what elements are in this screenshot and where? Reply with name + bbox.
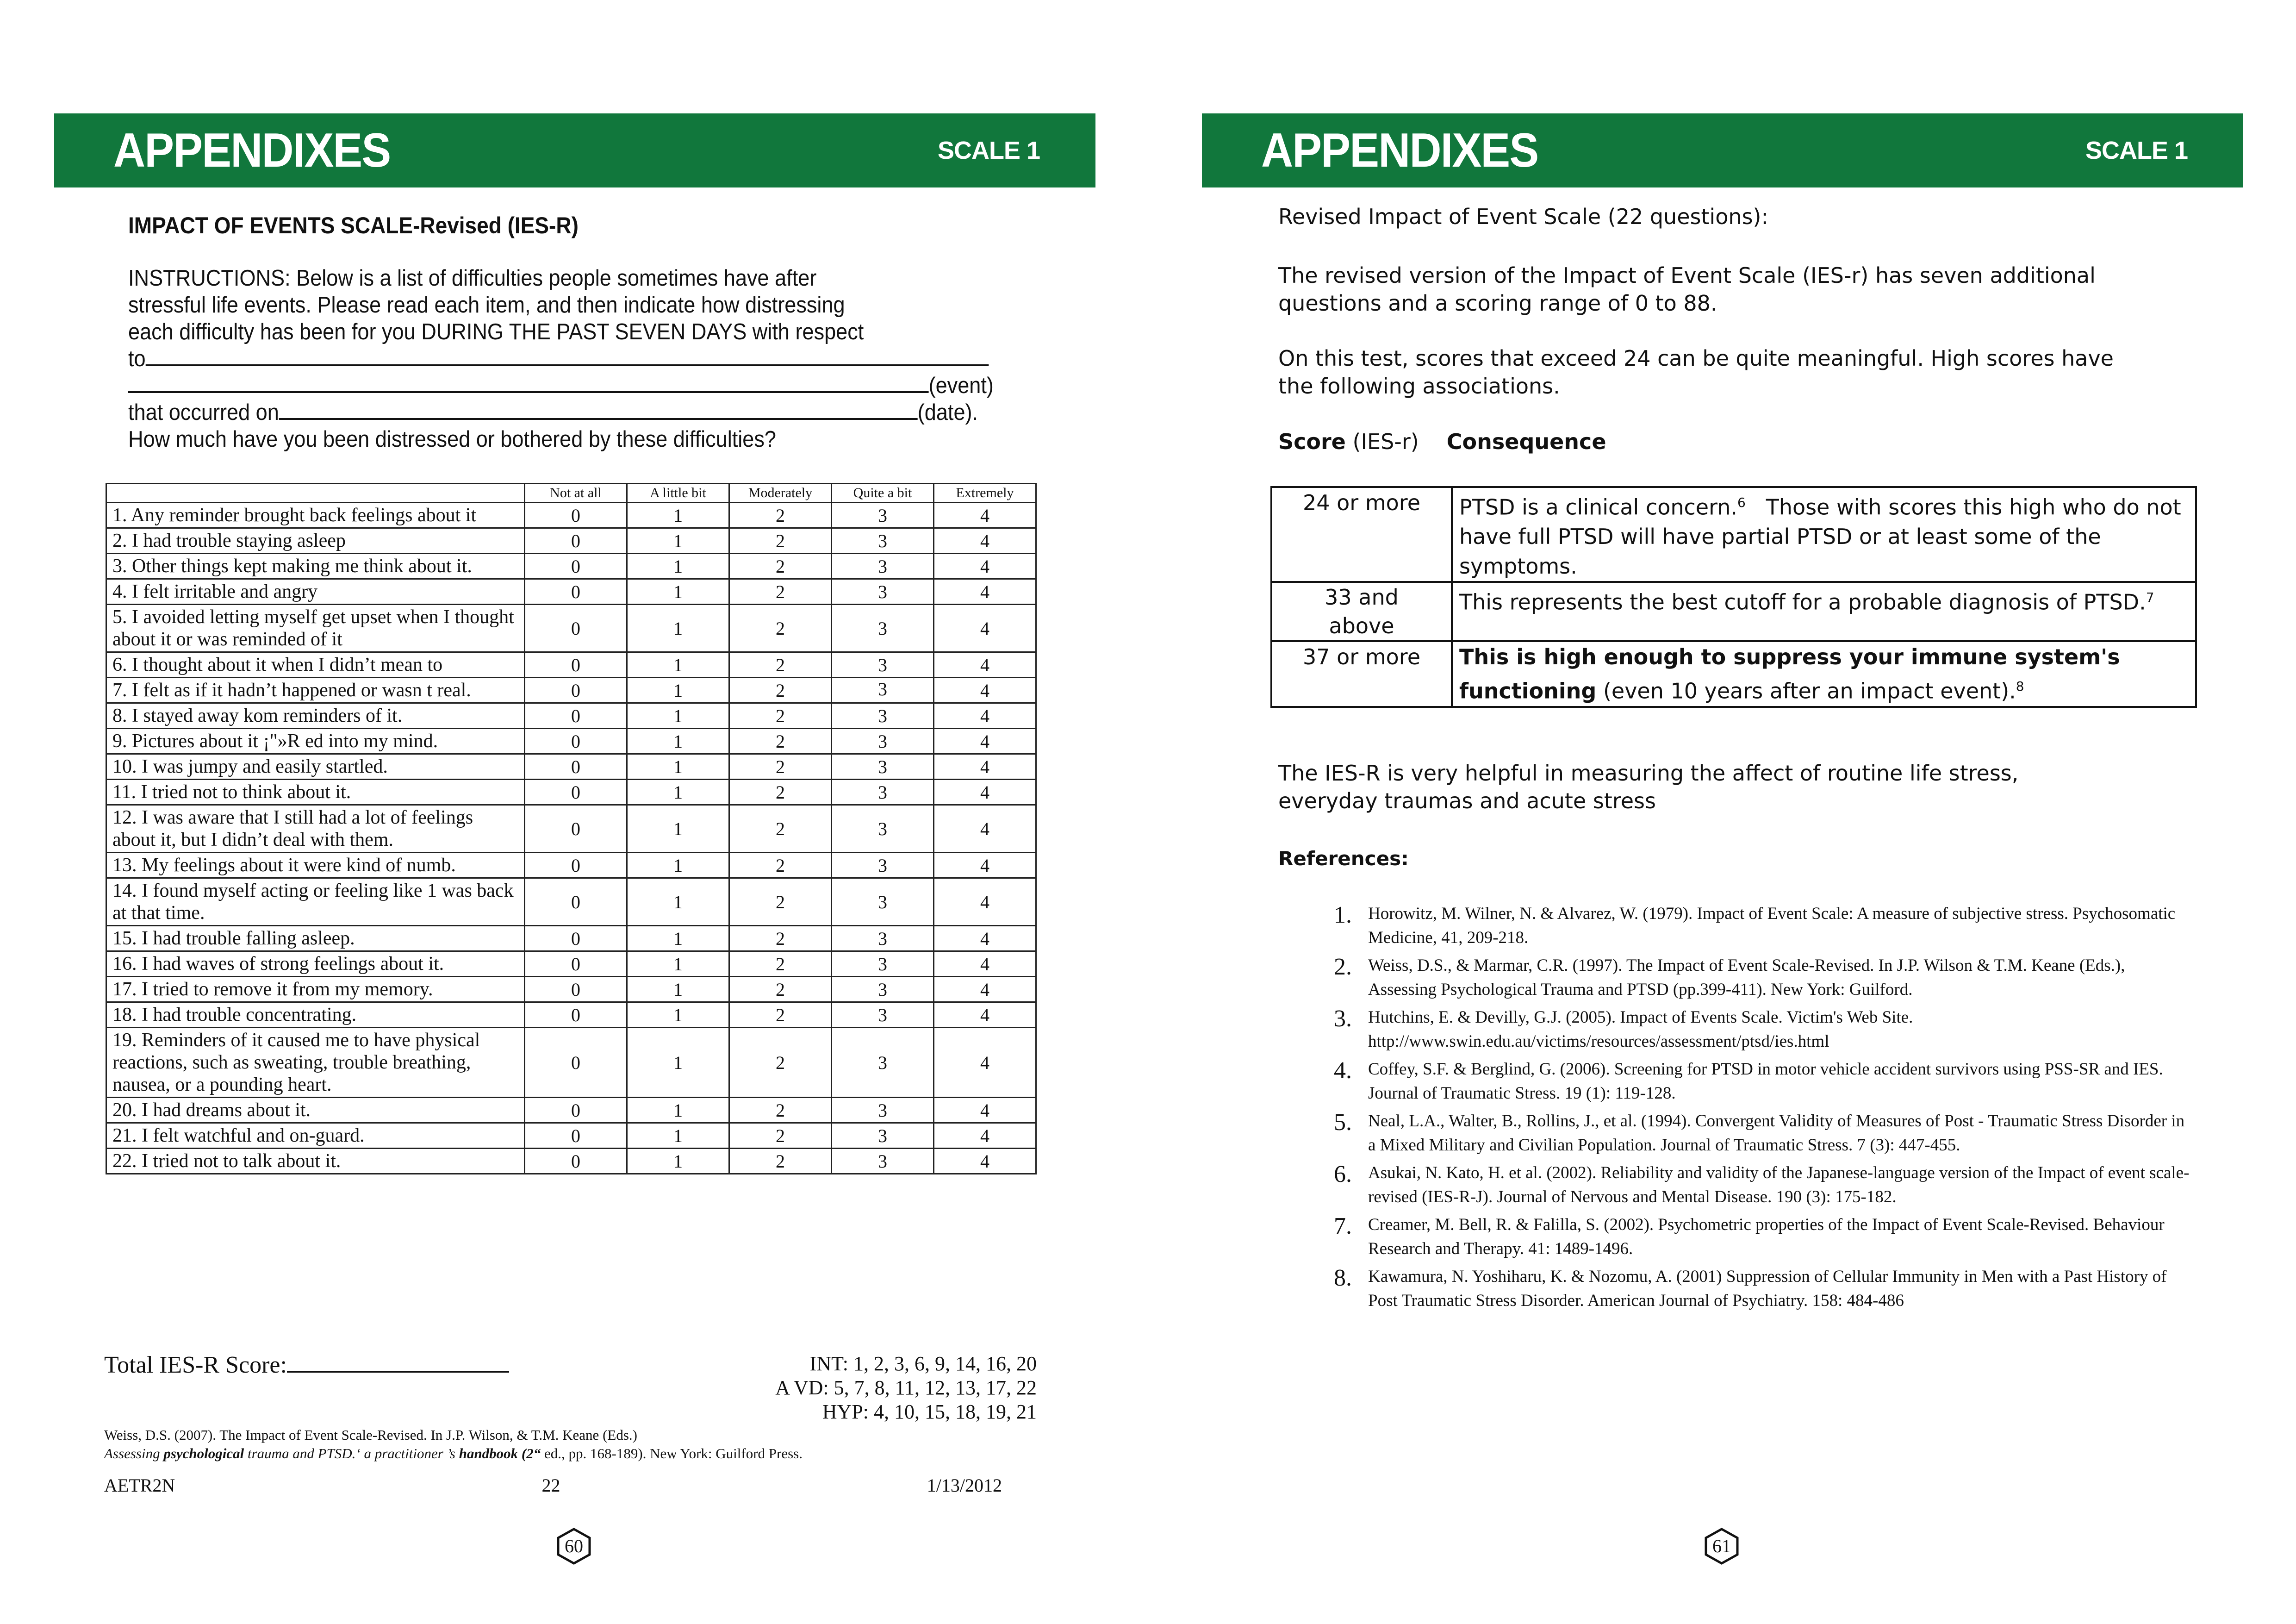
footer-code: AETR2N: [104, 1475, 175, 1496]
rating-option-quite-a-bit[interactable]: 3: [832, 926, 934, 951]
table-row: [106, 605, 1036, 652]
rating-option-moderately[interactable]: 2: [729, 926, 832, 951]
helpful-paragraph: The IES-R is very helpful in measuring the affect of routine life stress, everyday traumas and acute stress: [1278, 761, 2019, 813]
rating-option-not-at-all[interactable]: 0: [525, 554, 627, 579]
item-text: 8. I stayed away kom reminders of it.: [106, 703, 525, 729]
item-text: 17. I tried to remove it from my memory.: [106, 977, 525, 1002]
rating-option-extremely[interactable]: 4: [934, 926, 1036, 951]
reference-number: 7.: [1334, 1213, 1352, 1239]
score-text: 33 and above: [1325, 585, 1399, 639]
rating-option-a-little-bit[interactable]: 1: [627, 678, 729, 703]
rating-option-extremely[interactable]: 4: [934, 780, 1036, 805]
consequence-text: This represents the best cutoff for a probable diagnosis of PTSD.: [1459, 589, 2146, 615]
citation-italic: Assessing: [104, 1445, 164, 1462]
rating-option-moderately[interactable]: 2: [729, 579, 832, 605]
rating-option-not-at-all[interactable]: 0: [525, 780, 627, 805]
rating-option-moderately[interactable]: 2: [729, 754, 832, 780]
rating-option-a-little-bit[interactable]: 1: [627, 605, 729, 652]
rating-option-not-at-all[interactable]: 0: [525, 503, 627, 528]
references-list: [1334, 902, 2195, 1317]
rating-option-extremely[interactable]: 4: [934, 1123, 1036, 1149]
rating-option-extremely[interactable]: 4: [934, 729, 1036, 754]
table-row: [1271, 487, 2196, 582]
rating-option-extremely[interactable]: 4: [934, 528, 1036, 554]
rating-option-quite-a-bit[interactable]: 3: [832, 878, 934, 926]
consequence-bold-text: This is high enough to suppress your immune system's functioning: [1459, 644, 2120, 704]
item-text: 21. I felt watchful and on-guard.: [106, 1123, 525, 1149]
score-cell: 37 or more: [1271, 641, 1452, 706]
score-cell: [1271, 582, 1452, 641]
rating-option-not-at-all[interactable]: 0: [525, 528, 627, 554]
item-text: 14. I found myself acting or feeling like 1 was back at that time.: [106, 878, 525, 926]
rating-option-moderately[interactable]: 2: [729, 1149, 832, 1174]
rating-option-extremely[interactable]: 4: [934, 605, 1036, 652]
rating-option-extremely[interactable]: 4: [934, 1002, 1036, 1028]
rating-option-extremely[interactable]: 4: [934, 652, 1036, 678]
table-row: [106, 977, 1036, 1002]
rating-option-extremely[interactable]: 4: [934, 703, 1036, 729]
item-text: 2. I had trouble staying asleep: [106, 528, 525, 554]
score-label: Score: [1278, 429, 1346, 454]
rating-option-not-at-all[interactable]: 0: [525, 853, 627, 878]
rating-option-extremely[interactable]: 4: [934, 878, 1036, 926]
rating-option-a-little-bit[interactable]: 1: [627, 977, 729, 1002]
item-text: 4. I felt irritable and angry: [106, 579, 525, 605]
citation: [104, 1426, 803, 1463]
rating-option-quite-a-bit[interactable]: 3: [832, 1123, 934, 1149]
consequence-text: (even 10 years after an impact event).: [1596, 678, 2016, 704]
subscale-avd: A VD: 5, 7, 8, 11, 12, 13, 17, 22: [775, 1376, 1037, 1399]
page-number: 60: [565, 1536, 583, 1556]
rating-option-moderately[interactable]: 2: [729, 1028, 832, 1098]
rating-option-a-little-bit[interactable]: 1: [627, 528, 729, 554]
banner-title: APPENDIXES: [1261, 123, 1538, 177]
rating-option-a-little-bit[interactable]: 1: [627, 853, 729, 878]
event-label: (event): [928, 373, 994, 398]
rating-option-moderately[interactable]: 2: [729, 853, 832, 878]
table-row: [106, 579, 1036, 605]
rating-option-quite-a-bit[interactable]: 3: [832, 605, 934, 652]
table-row: [106, 1002, 1036, 1028]
reference-text: Asukai, N. Kato, H. et al. (2002). Reliability and validity of the Japanese-language version of the Impact of event scale-revised (IES-R-J). Journal of Nervous and Mental Disease. 190 (3): 175-182.: [1368, 1163, 2190, 1206]
subscale-int: INT: 1, 2, 3, 6, 9, 14, 16, 20: [809, 1352, 1037, 1375]
table-row: [106, 729, 1036, 754]
rating-option-moderately[interactable]: 2: [729, 1098, 832, 1123]
rating-option-not-at-all[interactable]: 0: [525, 1149, 627, 1174]
rating-option-not-at-all[interactable]: 0: [525, 729, 627, 754]
rating-option-moderately[interactable]: 2: [729, 703, 832, 729]
rating-option-not-at-all[interactable]: 0: [525, 703, 627, 729]
reference-text: Creamer, M. Bell, R. & Falilla, S. (2002). Psychometric properties of the Impact of Event Scale-Revised. Behaviour Research and Therapy. 41: 1489-1496.: [1368, 1215, 2165, 1258]
rating-option-a-little-bit[interactable]: 1: [627, 1098, 729, 1123]
reference-item: [1334, 1006, 2195, 1054]
rating-option-not-at-all[interactable]: 0: [525, 605, 627, 652]
table-row: [106, 652, 1036, 678]
rating-option-a-little-bit[interactable]: 1: [627, 1149, 729, 1174]
column-header-not-at-all: Not at all: [525, 484, 627, 503]
score-consequence-table: [1270, 486, 2197, 708]
footnote-ref: 8: [2016, 679, 2024, 694]
subscales: [775, 1352, 1037, 1424]
table-row: [106, 1028, 1036, 1098]
page-footer: [104, 1474, 1002, 1496]
citation-bold: psychological: [163, 1445, 244, 1462]
rating-option-moderately[interactable]: 2: [729, 554, 832, 579]
score-sub-label: (IES-r): [1345, 429, 1419, 454]
hexagon-icon: [1703, 1528, 1740, 1565]
consequence-cell: [1452, 487, 2196, 582]
item-text: 11. I tried not to think about it.: [106, 780, 525, 805]
rating-option-quite-a-bit[interactable]: 3: [832, 853, 934, 878]
column-header-extremely: Extremely: [934, 484, 1036, 503]
rating-option-extremely[interactable]: 4: [934, 1028, 1036, 1098]
rating-option-not-at-all[interactable]: 0: [525, 951, 627, 977]
item-text: 5. I avoided letting myself get upset when I thought about it or was reminded of it: [106, 605, 525, 652]
rating-option-a-little-bit[interactable]: 1: [627, 729, 729, 754]
column-header: [106, 484, 525, 503]
right-page: [1148, 0, 2296, 1624]
table-header-row: [106, 484, 1036, 503]
rating-option-extremely[interactable]: 4: [934, 951, 1036, 977]
rating-option-a-little-bit[interactable]: 1: [627, 878, 729, 926]
consequence-cell: [1452, 641, 2196, 706]
rating-option-not-at-all[interactable]: 0: [525, 678, 627, 703]
rating-option-a-little-bit[interactable]: 1: [627, 554, 729, 579]
instructions-line: INSTRUCTIONS: Below is a list of difficulties people sometimes have after: [128, 266, 817, 291]
reference-item: [1334, 1213, 2195, 1261]
table-row: [106, 1123, 1036, 1149]
rating-option-not-at-all[interactable]: 0: [525, 926, 627, 951]
rating-option-extremely[interactable]: 4: [934, 754, 1036, 780]
column-header-quite-a-bit: Quite a bit: [832, 484, 934, 503]
consequence-text: Those with scores this high who do not have full PTSD will have partial PTSD or at least some of the symptoms.: [1459, 494, 2188, 579]
ies-r-table: [106, 483, 1037, 1174]
reference-text: Coffey, S.F. & Berglind, G. (2006). Screening for PTSD in motor vehicle accident survivors using PSS-SR and IES. Journal of Traumatic Stress. 19 (1): 119-128.: [1368, 1060, 2163, 1103]
reference-number: 3.: [1334, 1006, 1352, 1032]
reference-number: 2.: [1334, 954, 1352, 980]
instructions-to: to: [128, 346, 146, 371]
rating-option-quite-a-bit[interactable]: 3: [832, 977, 934, 1002]
rating-option-extremely[interactable]: 4: [934, 554, 1036, 579]
page-number-badge: [555, 1528, 592, 1565]
rating-option-moderately[interactable]: 2: [729, 678, 832, 703]
right-heading: Revised Impact of Event Scale (22 questions):: [1278, 204, 1768, 229]
consequence-label: Consequence: [1446, 429, 1606, 454]
rating-option-quite-a-bit[interactable]: 3: [832, 951, 934, 977]
reference-item: [1334, 1161, 2195, 1209]
rating-option-moderately[interactable]: 2: [729, 729, 832, 754]
rating-option-extremely[interactable]: 4: [934, 678, 1036, 703]
reference-item: [1334, 1265, 2195, 1313]
reference-number: 6.: [1334, 1161, 1352, 1187]
column-header-a-little-bit: A little bit: [627, 484, 729, 503]
reference-text: Weiss, D.S., & Marmar, C.R. (1997). The Impact of Event Scale-Revised. In J.P. Wilson & T.M. Keane (Eds.), Assessing Psychological Trauma and PTSD (pp.399-411). New York: Guilford.: [1368, 956, 2125, 999]
rating-option-not-at-all[interactable]: 0: [525, 1028, 627, 1098]
rating-option-moderately[interactable]: 2: [729, 503, 832, 528]
reference-number: 4.: [1334, 1057, 1352, 1084]
total-score: [104, 1349, 509, 1379]
item-text: 1. Any reminder brought back feelings about it: [106, 503, 525, 528]
total-score-field[interactable]: [287, 1349, 509, 1373]
total-score-label: Total IES-R Score:: [104, 1352, 287, 1378]
ies-r-title: IMPACT OF EVENTS SCALE-Revised (IES-R): [128, 212, 579, 238]
reference-text: Kawamura, N. Yoshiharu, K. & Nozomu, A. (2001) Suppression of Cellular Immunity in Men with a Past History of Post Traumatic Stress Disorder. American Journal of Psychiatry. 158: 484-486: [1368, 1267, 2167, 1310]
item-text: 10. I was jumpy and easily startled.: [106, 754, 525, 780]
column-header-moderately: Moderately: [729, 484, 832, 503]
rating-option-quite-a-bit[interactable]: 3: [832, 528, 934, 554]
rating-option-not-at-all[interactable]: 0: [525, 754, 627, 780]
rating-option-moderately[interactable]: 2: [729, 878, 832, 926]
rating-option-extremely[interactable]: 4: [934, 1098, 1036, 1123]
rating-option-a-little-bit[interactable]: 1: [627, 951, 729, 977]
rating-option-moderately[interactable]: 2: [729, 1002, 832, 1028]
item-text: 9. Pictures about it ¡"»R ed into my mind.: [106, 729, 525, 754]
rating-option-quite-a-bit[interactable]: 3: [832, 579, 934, 605]
rating-option-moderately[interactable]: 2: [729, 951, 832, 977]
rating-option-moderately[interactable]: 2: [729, 605, 832, 652]
item-text: 18. I had trouble concentrating.: [106, 1002, 525, 1028]
reference-text: Horowitz, M. Wilner, N. & Alvarez, W. (1979). Impact of Event Scale: A measure of subjective stress. Psychosomatic Medicine, 41, 209-218.: [1368, 904, 2176, 947]
table-row: [106, 951, 1036, 977]
reference-number: 1.: [1334, 902, 1352, 928]
rating-option-extremely[interactable]: 4: [934, 1149, 1036, 1174]
rating-option-quite-a-bit[interactable]: 3: [832, 729, 934, 754]
rating-option-not-at-all[interactable]: 0: [525, 878, 627, 926]
event-blank-field[interactable]: [146, 346, 989, 366]
rating-option-moderately[interactable]: 2: [729, 805, 832, 853]
rating-option-a-little-bit[interactable]: 1: [627, 652, 729, 678]
page-number: 61: [1712, 1536, 1731, 1556]
rating-option-not-at-all[interactable]: 0: [525, 805, 627, 853]
reference-item: [1334, 1057, 2195, 1106]
rating-option-not-at-all[interactable]: 0: [525, 1123, 627, 1149]
rating-option-quite-a-bit[interactable]: 3: [832, 652, 934, 678]
table-row: [106, 554, 1036, 579]
rating-option-quite-a-bit[interactable]: 3: [832, 1028, 934, 1098]
rating-option-extremely[interactable]: 4: [934, 977, 1036, 1002]
citation-italic: trauma and PTSD.‘ a practitioner ’s: [244, 1445, 459, 1462]
rating-option-quite-a-bit[interactable]: 3: [832, 678, 934, 703]
rating-option-extremely[interactable]: 4: [934, 805, 1036, 853]
consequence-cell: [1452, 582, 2196, 641]
references-title: References:: [1278, 847, 1409, 870]
subscale-hyp: HYP: 4, 10, 15, 18, 19, 21: [822, 1400, 1037, 1423]
table-row: [1271, 641, 2196, 706]
rating-option-quite-a-bit[interactable]: 3: [832, 1002, 934, 1028]
rating-option-moderately[interactable]: 2: [729, 1123, 832, 1149]
table-row: [106, 528, 1036, 554]
score-cell: 24 or more: [1271, 487, 1452, 582]
table-row: [106, 1149, 1036, 1174]
item-text: 16. I had waves of strong feelings about it.: [106, 951, 525, 977]
citation-line-1: Weiss, D.S. (2007). The Impact of Event Scale-Revised. In J.P. Wilson, & T.M. Keane (Eds.): [104, 1427, 637, 1443]
reference-number: 5.: [1334, 1109, 1352, 1136]
item-text: 12. I was aware that I still had a lot of feelings about it, but I didn’t deal with them.: [106, 805, 525, 853]
instructions: [128, 265, 994, 453]
rating-option-not-at-all[interactable]: 0: [525, 1098, 627, 1123]
instructions-line: stressful life events. Please read each item, and then indicate how distressing: [128, 293, 845, 318]
hexagon-icon: [555, 1528, 592, 1565]
item-text: 6. I thought about it when I didn’t mean to: [106, 652, 525, 678]
instructions-line: each difficulty has been for you DURING THE PAST SEVEN DAYS with respect: [128, 319, 864, 344]
rating-option-extremely[interactable]: 4: [934, 853, 1036, 878]
appendixes-banner: [54, 113, 1095, 187]
table-row: [106, 678, 1036, 703]
banner-scale-label: SCALE 1: [937, 137, 1040, 164]
rating-option-quite-a-bit[interactable]: 3: [832, 554, 934, 579]
rating-option-a-little-bit[interactable]: 1: [627, 503, 729, 528]
rating-option-quite-a-bit[interactable]: 3: [832, 503, 934, 528]
rating-option-a-little-bit[interactable]: 1: [627, 754, 729, 780]
reference-item: [1334, 954, 2195, 1002]
banner-scale-label: SCALE 1: [2085, 137, 2188, 164]
item-text: 19. Reminders of it caused me to have physical reactions, such as sweating, trouble breathing, nausea, or a pounding heart.: [106, 1028, 525, 1098]
rating-option-a-little-bit[interactable]: 1: [627, 780, 729, 805]
rating-option-quite-a-bit[interactable]: 3: [832, 780, 934, 805]
intro-paragraph: The revised version of the Impact of Event Scale (IES-r) has seven additional questions and a scoring range of 0 to 88.: [1278, 263, 2096, 316]
rating-option-a-little-bit[interactable]: 1: [627, 1002, 729, 1028]
table-row: [106, 503, 1036, 528]
scores-paragraph: On this test, scores that exceed 24 can be quite meaningful. High scores have the following associations.: [1278, 346, 2114, 399]
item-text: 3. Other things kept making me think about it.: [106, 554, 525, 579]
reference-item: [1334, 1109, 2195, 1157]
rating-option-not-at-all[interactable]: 0: [525, 1002, 627, 1028]
item-text: 13. My feelings about it were kind of numb.: [106, 853, 525, 878]
rating-option-a-little-bit[interactable]: 1: [627, 579, 729, 605]
table-row: [106, 878, 1036, 926]
footnote-ref: 6: [1737, 495, 1746, 510]
rating-option-quite-a-bit[interactable]: 3: [832, 1149, 934, 1174]
reference-text: Hutchins, E. & Devilly, G.J. (2005). Impact of Events Scale. Victim's Web Site. http://www.swin.edu.au/victims/resources/assessment/ptsd/ies.html: [1368, 1008, 1913, 1051]
citation-bold: handbook (2“: [459, 1445, 541, 1462]
rating-option-not-at-all[interactable]: 0: [525, 977, 627, 1002]
rating-option-moderately[interactable]: 2: [729, 780, 832, 805]
rating-option-moderately[interactable]: 2: [729, 528, 832, 554]
table-row: [106, 703, 1036, 729]
banner-title: APPENDIXES: [113, 123, 391, 177]
item-text: 7. I felt as if it hadn’t happened or wasn t real.: [106, 678, 525, 703]
rating-option-a-little-bit[interactable]: 1: [627, 926, 729, 951]
rating-option-a-little-bit[interactable]: 1: [627, 1028, 729, 1098]
item-text: 22. I tried not to talk about it.: [106, 1149, 525, 1174]
rating-option-quite-a-bit[interactable]: 3: [832, 805, 934, 853]
rating-option-moderately[interactable]: 2: [729, 977, 832, 1002]
rating-option-a-little-bit[interactable]: 1: [627, 1123, 729, 1149]
rating-option-not-at-all[interactable]: 0: [525, 652, 627, 678]
reference-number: 8.: [1334, 1265, 1352, 1291]
rating-option-moderately[interactable]: 2: [729, 652, 832, 678]
instructions-question: How much have you been distressed or bothered by these difficulties?: [128, 427, 776, 452]
item-text: 15. I had trouble falling asleep.: [106, 926, 525, 951]
footer-page: 22: [541, 1475, 560, 1496]
rating-option-a-little-bit[interactable]: 1: [627, 703, 729, 729]
reference-text: Neal, L.A., Walter, B., Rollins, J., et al. (1994). Convergent Validity of Measures of Post - Traumatic Stress Disorder in a Mixed Military and Civilian Population. Journal of Traumatic Stress. 7 (3): 447-455.: [1368, 1112, 2185, 1155]
table-row: [106, 926, 1036, 951]
footer-date: 1/13/2012: [927, 1475, 1002, 1496]
citation-line-2: [104, 1444, 803, 1463]
table-row: [106, 805, 1036, 853]
table-row: [106, 780, 1036, 805]
table-row: [106, 853, 1036, 878]
table-row: [106, 1098, 1036, 1123]
rating-option-quite-a-bit[interactable]: 3: [832, 754, 934, 780]
table-row: [106, 754, 1036, 780]
event-blank-field-2[interactable]: [128, 373, 929, 393]
appendixes-banner: [1202, 113, 2243, 187]
reference-item: [1334, 902, 2195, 950]
rating-option-a-little-bit[interactable]: 1: [627, 805, 729, 853]
rating-option-not-at-all[interactable]: 0: [525, 579, 627, 605]
footnote-ref: 7: [2146, 590, 2154, 606]
table-row: [1271, 582, 2196, 641]
rating-option-quite-a-bit[interactable]: 3: [832, 1098, 934, 1123]
date-label: (date).: [917, 400, 978, 425]
page-number-badge: [1703, 1528, 1740, 1565]
rating-option-extremely[interactable]: 4: [934, 579, 1036, 605]
rating-option-extremely[interactable]: 4: [934, 503, 1036, 528]
occurred-on-label: that occurred on: [128, 400, 279, 425]
item-text: 20. I had dreams about it.: [106, 1098, 525, 1123]
ies-r-table-body: [106, 503, 1036, 1174]
rating-option-quite-a-bit[interactable]: 3: [832, 703, 934, 729]
score-header: [1278, 428, 2204, 456]
consequence-text: PTSD is a clinical concern.: [1459, 494, 1737, 520]
citation-rest: ed., pp. 168-189). New York: Guilford Press.: [541, 1445, 803, 1462]
date-blank-field[interactable]: [279, 400, 918, 420]
